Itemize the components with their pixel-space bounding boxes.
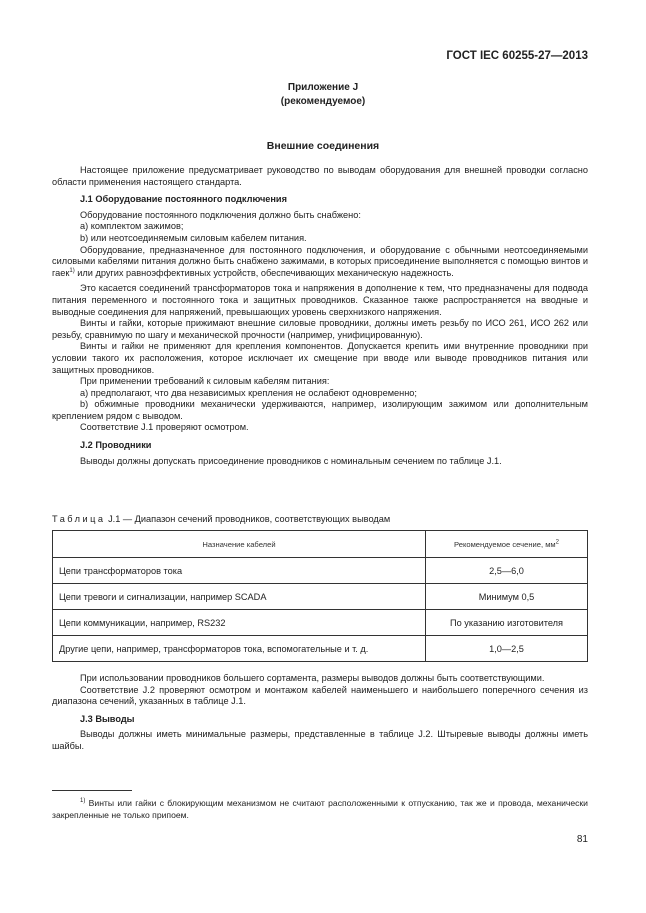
footnote-reference: 1) xyxy=(69,267,75,274)
after-table-paragraph-2: Соответствие J.2 проверяют осмотром и монтажом кабелей наименьшего и наибольшего поперечного сечения из диапазона сечений, указанных в таблице J.1. xyxy=(52,684,588,707)
j1-paragraph-6: При применении требований к силовым кабелям питания: xyxy=(80,376,330,387)
j1-paragraph-1: Оборудование постоянного подключения должно быть снабжено: xyxy=(80,209,361,220)
table-cell-section: 1,0—2,5 xyxy=(426,636,588,662)
j2-paragraph-1: Выводы должны допускать присоединение проводников с номинальным сечением по таблице J.1. xyxy=(80,455,502,466)
table-cell-purpose: Другие цепи, например, трансформаторов тока, вспомогательные и т. д. xyxy=(53,636,426,662)
j1-paragraph-3: Это касается соединений трансформаторов тока и напряжения в дополнение к тем, что предназначены для подвода питания переменного и постоянного тока и защитных проводников. Сказанное также распространяется на вводные и выводные соединения для напряжений, превышающих уровень сверхнизкого напряжения. xyxy=(52,283,588,317)
annex-title: Приложение J xyxy=(287,82,359,93)
footnote-divider xyxy=(52,790,132,791)
table-cell-purpose: Цепи коммуникации, например, RS232 xyxy=(53,610,426,636)
j1-item-a2: а) предполагают, что два независимых крепления не ослабеют одновременно; xyxy=(80,387,417,398)
j1-item-b2: b) обжимные проводники механически удерживаются, например, изолирующим зажимом или дополнительным креплением рядом с выводом. xyxy=(52,399,588,421)
table-header-section: Рекомендуемое сечение, $мм^2$ xyxy=(426,531,588,558)
table-row xyxy=(53,636,588,662)
j1-item-b: b) или неотсоединяемым силовым кабелем питания. xyxy=(80,232,307,243)
j1-item-a: а) комплектом зажимов; xyxy=(80,221,184,232)
annex-subtitle: (рекомендуемое) xyxy=(280,96,366,107)
j3-heading: J.3 Выводы xyxy=(80,713,135,724)
table-cell-section: 2,5—6,0 xyxy=(426,558,588,584)
j2-heading: J.2 Проводники xyxy=(80,440,152,451)
body-text-after-table xyxy=(52,673,588,753)
table-cell-section: Минимум 0,5 xyxy=(426,584,588,610)
table-caption: Таблица J.1 — Диапазон сечений проводников, соответствующих выводам xyxy=(52,514,391,524)
conductor-section-table xyxy=(52,530,588,662)
intro-paragraph: Настоящее приложение предусматривает руководство по выводам оборудования для внешней проводки согласно области применения настоящего стандарта. xyxy=(52,165,588,187)
table-cell-purpose: Цепи тревоги и сигнализации, например SCADA xyxy=(53,584,426,610)
j1-paragraph-5: Винты и гайки не применяют для крепления компонентов. Допускается крепить ими внутренние проводники при условии такого их расположения, которое исключает их смещение при вводе или выводе проводников питания или защитных проводников. xyxy=(52,341,588,375)
table-header-purpose: Назначение кабелей xyxy=(53,531,426,558)
page-number: 81 xyxy=(576,834,588,845)
footnote: $^{1)}$ Винты или гайки с блокирующим механизмом не считают расположенными к отпусканию, так же и провода, механически закрепленные не только припоем. xyxy=(52,798,588,820)
after-table-paragraph-1: При использовании проводников большего сортамента, размеры выводов должны быть соответствующими. xyxy=(80,673,545,683)
j1-paragraph-4: Винты и гайки, которые прижимают внешние силовые проводники, должны иметь резьбу по ИСО 261, ИСО 262 или резьбу, сравнимую по шагу и механической прочности (например, унифицированную). xyxy=(52,318,588,340)
section-title: Внешние соединения xyxy=(266,140,380,152)
table-row xyxy=(53,584,588,610)
j3-paragraph-1: Выводы должны иметь минимальные размеры, представленные в таблице J.2. Штыревые выводы должны иметь шайбы. xyxy=(52,729,588,751)
footnote-mark: 1) xyxy=(80,798,86,805)
j1-heading: J.1 Оборудование постоянного подключения xyxy=(80,194,287,205)
body-text xyxy=(52,165,588,467)
table-row xyxy=(53,558,588,584)
table-cell-section: По указанию изготовителя xyxy=(426,610,588,636)
table-row xyxy=(53,610,588,636)
j1-paragraph-2: Оборудование, предназначенное для постоянного подключения, и оборудование с обычными неотсоединяемыми силовыми кабелями питания должно быть снабжено зажимами, в которых присоединение выполняется с помощью винтов и гаек$^{1)}$ или других равноэффективных устройств, обеспечивающих механическую надежность. xyxy=(52,244,588,278)
j1-paragraph-7: Соответствие J.1 проверяют осмотром. xyxy=(80,422,249,433)
table-cell-purpose: Цепи трансформаторов тока xyxy=(53,558,426,584)
standard-header: ГОСТ IEC 60255-27—2013 xyxy=(446,50,588,62)
